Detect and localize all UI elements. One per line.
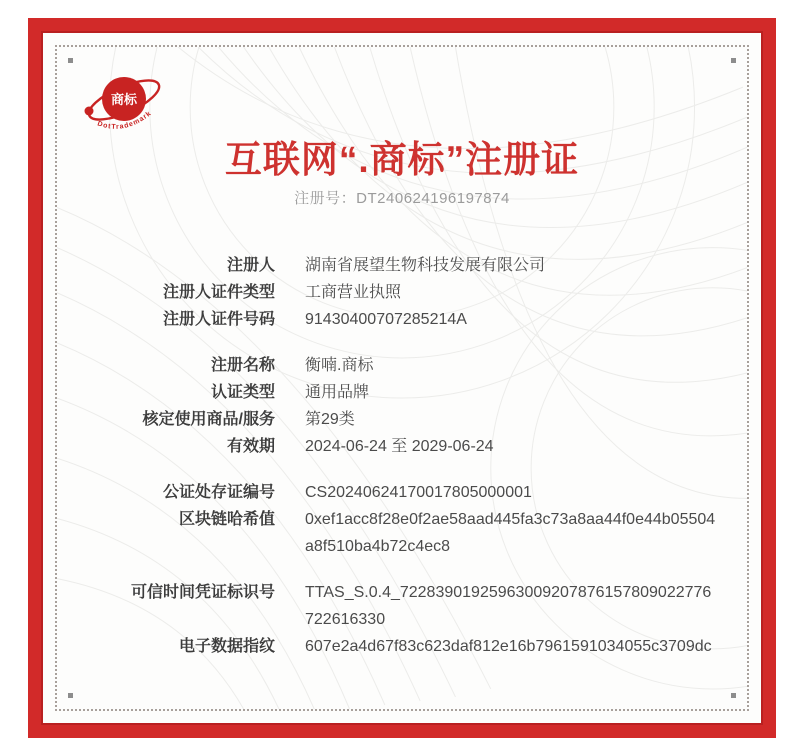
- field-row-data-fingerprint: [57, 633, 747, 660]
- field-row-reg-name: [57, 352, 747, 379]
- field-value: 607e2a4d67f83c623daf812e16b7961591034055c3709dc: [305, 638, 712, 655]
- field-row-validity: [57, 433, 747, 460]
- field-group-timestamp: [57, 579, 747, 660]
- field-label: 注册人: [226, 257, 275, 274]
- logo-orbit-text: DotTrademark: [96, 109, 154, 131]
- field-value: TTAS_S.0.4_72283901925963009207876157809022776722616330: [305, 584, 712, 628]
- field-value: 2024-06-24 至 2029-06-24: [305, 438, 494, 455]
- registration-number: 注册号：DT240624196197874: [294, 190, 510, 207]
- field-label: 电子数据指纹: [178, 638, 275, 655]
- field-value: 91430400707285214A: [305, 311, 467, 328]
- field-value: 湖南省展望生物科技发展有限公司: [305, 257, 546, 274]
- field-value: 0xef1acc8f28e0f2ae58aad445fa3c73a8aa44f0e44b05504a8f510ba4b72c4ec8: [305, 511, 716, 555]
- field-row-blockchain-hash: [57, 506, 747, 560]
- field-value: 第29类: [305, 411, 355, 428]
- field-label: 核定使用商品/服务: [142, 411, 275, 428]
- field-value: 衡喃.商标: [305, 357, 374, 374]
- field-label: 注册人证件号码: [162, 311, 275, 328]
- field-label: 区块链哈希值: [178, 511, 275, 528]
- field-row-id-number: [57, 306, 747, 333]
- field-row-registrant: [57, 252, 747, 279]
- field-label: 注册人证件类型: [162, 284, 275, 301]
- field-row-id-type: [57, 279, 747, 306]
- field-label: 认证类型: [210, 384, 275, 401]
- field-value: 工商营业执照: [305, 284, 402, 301]
- field-group-notary: [57, 479, 747, 560]
- field-row-notary-number: [57, 479, 747, 506]
- certificate-title: 互联网“.商标”注册证: [224, 139, 580, 180]
- certificate-fields: [57, 252, 747, 679]
- certificate-dotted-border: [55, 45, 749, 711]
- field-row-ttas-id: [57, 579, 747, 633]
- field-value: 通用品牌: [305, 384, 370, 401]
- field-group-registrant: [57, 252, 747, 333]
- field-label: 有效期: [226, 438, 275, 455]
- certificate-frame: [28, 18, 776, 738]
- field-label: 可信时间凭证标识号: [130, 584, 275, 601]
- field-group-registration: [57, 352, 747, 460]
- field-row-goods-class: [57, 406, 747, 433]
- certificate-content: [57, 47, 747, 709]
- field-label: 注册名称: [210, 357, 275, 374]
- field-value: CS20240624170017805000001: [305, 484, 532, 501]
- logo-sphere-text: 商标: [110, 92, 138, 107]
- field-label: 公证处存证编号: [162, 484, 275, 501]
- field-row-cert-type: [57, 379, 747, 406]
